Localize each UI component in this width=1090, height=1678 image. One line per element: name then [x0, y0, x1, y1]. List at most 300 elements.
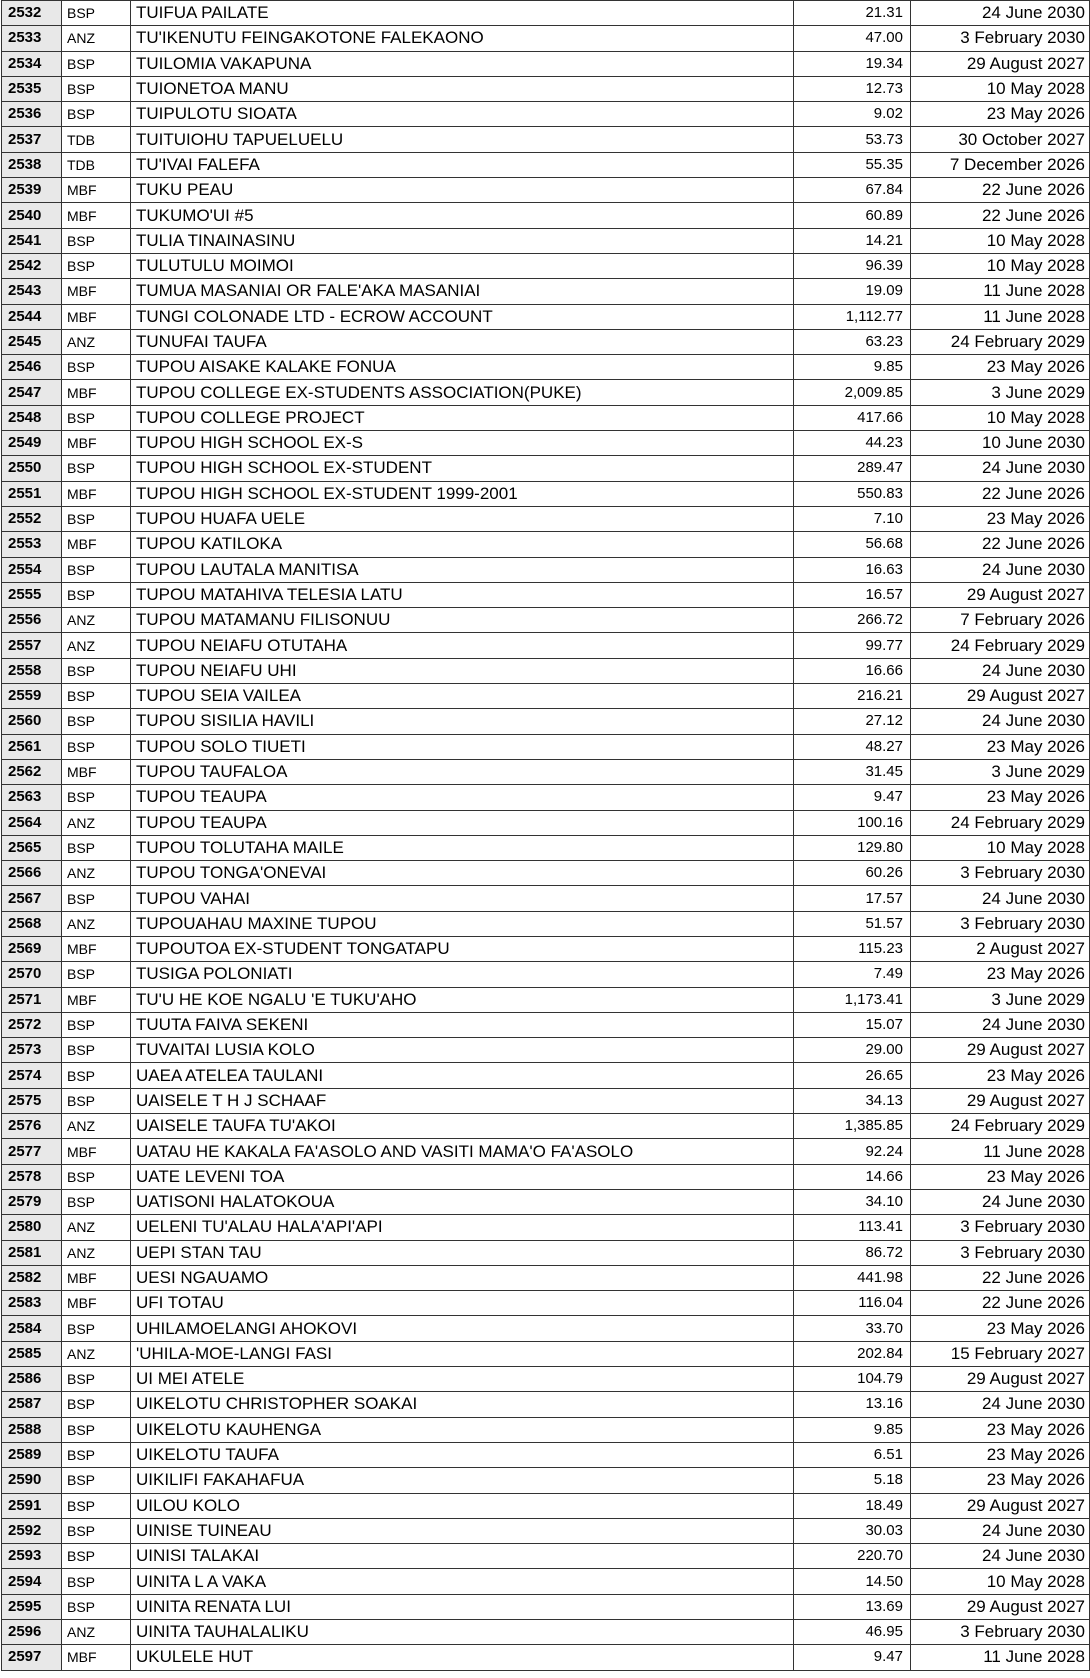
bank-cell[interactable]: BSP — [62, 228, 131, 253]
account-name-cell[interactable]: TULIA TINAINASINU — [131, 228, 794, 253]
bank-cell[interactable]: BSP — [62, 1468, 131, 1493]
row-number-cell[interactable]: 2538 — [2, 152, 62, 177]
amount-cell[interactable]: 16.66 — [794, 658, 911, 683]
amount-cell[interactable]: 19.34 — [794, 51, 911, 76]
amount-cell[interactable]: 14.66 — [794, 1164, 911, 1189]
amount-cell[interactable]: 116.04 — [794, 1291, 911, 1316]
account-name-cell[interactable]: UIKELOTU CHRISTOPHER SOAKAI — [131, 1392, 794, 1417]
account-name-cell[interactable]: UESI NGAUAMO — [131, 1265, 794, 1290]
account-name-cell[interactable]: TUPOUAHAU MAXINE TUPOU — [131, 911, 794, 936]
account-name-cell[interactable]: TUPOU MATAHIVA TELESIA LATU — [131, 582, 794, 607]
bank-cell[interactable]: MBF — [62, 178, 131, 203]
row-number-cell[interactable]: 2597 — [2, 1645, 62, 1670]
date-cell[interactable]: 22 June 2026 — [911, 532, 1090, 557]
date-cell[interactable]: 2 August 2027 — [911, 936, 1090, 961]
account-name-cell[interactable]: UFI TOTAU — [131, 1291, 794, 1316]
date-cell[interactable]: 10 May 2028 — [911, 76, 1090, 101]
date-cell[interactable]: 29 August 2027 — [911, 1594, 1090, 1619]
bank-cell[interactable]: BSP — [62, 1012, 131, 1037]
date-cell[interactable]: 23 May 2026 — [911, 1468, 1090, 1493]
account-name-cell[interactable]: TU'IKENUTU FEINGAKOTONE FALEKAONO — [131, 26, 794, 51]
amount-cell[interactable]: 56.68 — [794, 532, 911, 557]
bank-cell[interactable]: BSP — [62, 1442, 131, 1467]
amount-cell[interactable]: 1,173.41 — [794, 987, 911, 1012]
bank-cell[interactable]: BSP — [62, 1493, 131, 1518]
account-name-cell[interactable]: UATAU HE KAKALA FA'ASOLO AND VASITI MAMA'O FA'ASOLO — [131, 1139, 794, 1164]
row-number-cell[interactable]: 2562 — [2, 759, 62, 784]
bank-cell[interactable]: MBF — [62, 1265, 131, 1290]
bank-cell[interactable]: BSP — [62, 51, 131, 76]
row-number-cell[interactable]: 2590 — [2, 1468, 62, 1493]
date-cell[interactable]: 7 February 2026 — [911, 608, 1090, 633]
row-number-cell[interactable]: 2569 — [2, 936, 62, 961]
bank-cell[interactable]: ANZ — [62, 861, 131, 886]
row-number-cell[interactable]: 2559 — [2, 684, 62, 709]
amount-cell[interactable]: 16.57 — [794, 582, 911, 607]
date-cell[interactable]: 29 August 2027 — [911, 582, 1090, 607]
row-number-cell[interactable]: 2543 — [2, 279, 62, 304]
amount-cell[interactable]: 31.45 — [794, 759, 911, 784]
row-number-cell[interactable]: 2558 — [2, 658, 62, 683]
amount-cell[interactable]: 26.65 — [794, 1063, 911, 1088]
row-number-cell[interactable]: 2536 — [2, 102, 62, 127]
account-name-cell[interactable]: TUPOU SOLO TIUETI — [131, 734, 794, 759]
account-name-cell[interactable]: 'UHILA-MOE-LANGI FASI — [131, 1341, 794, 1366]
row-number-cell[interactable]: 2532 — [2, 1, 62, 26]
bank-cell[interactable]: BSP — [62, 1367, 131, 1392]
amount-cell[interactable]: 13.16 — [794, 1392, 911, 1417]
bank-cell[interactable]: TDB — [62, 127, 131, 152]
account-name-cell[interactable]: TUPOU NEIAFU OTUTAHA — [131, 633, 794, 658]
amount-cell[interactable]: 12.73 — [794, 76, 911, 101]
bank-cell[interactable]: BSP — [62, 1518, 131, 1543]
row-number-cell[interactable]: 2580 — [2, 1215, 62, 1240]
bank-cell[interactable]: BSP — [62, 1316, 131, 1341]
account-name-cell[interactable]: TUKUMO'UI #5 — [131, 203, 794, 228]
row-number-cell[interactable]: 2583 — [2, 1291, 62, 1316]
amount-cell[interactable]: 104.79 — [794, 1367, 911, 1392]
row-number-cell[interactable]: 2540 — [2, 203, 62, 228]
amount-cell[interactable]: 266.72 — [794, 608, 911, 633]
amount-cell[interactable]: 129.80 — [794, 835, 911, 860]
bank-cell[interactable]: BSP — [62, 506, 131, 531]
bank-cell[interactable]: MBF — [62, 1139, 131, 1164]
row-number-cell[interactable]: 2575 — [2, 1088, 62, 1113]
account-name-cell[interactable]: TUPOU HIGH SCHOOL EX-STUDENT 1999-2001 — [131, 481, 794, 506]
account-name-cell[interactable]: UINISE TUINEAU — [131, 1518, 794, 1543]
date-cell[interactable]: 3 February 2030 — [911, 26, 1090, 51]
row-number-cell[interactable]: 2579 — [2, 1189, 62, 1214]
row-number-cell[interactable]: 2588 — [2, 1417, 62, 1442]
row-number-cell[interactable]: 2564 — [2, 810, 62, 835]
bank-cell[interactable]: MBF — [62, 203, 131, 228]
row-number-cell[interactable]: 2582 — [2, 1265, 62, 1290]
amount-cell[interactable]: 115.23 — [794, 936, 911, 961]
amount-cell[interactable]: 30.03 — [794, 1518, 911, 1543]
account-name-cell[interactable]: TUPOU KATILOKA — [131, 532, 794, 557]
date-cell[interactable]: 3 February 2030 — [911, 911, 1090, 936]
row-number-cell[interactable]: 2552 — [2, 506, 62, 531]
amount-cell[interactable]: 441.98 — [794, 1265, 911, 1290]
bank-cell[interactable]: BSP — [62, 709, 131, 734]
date-cell[interactable]: 3 February 2030 — [911, 1620, 1090, 1645]
row-number-cell[interactable]: 2585 — [2, 1341, 62, 1366]
date-cell[interactable]: 15 February 2027 — [911, 1341, 1090, 1366]
bank-cell[interactable]: MBF — [62, 987, 131, 1012]
amount-cell[interactable]: 220.70 — [794, 1544, 911, 1569]
account-name-cell[interactable]: TUPOUTOA EX-STUDENT TONGATAPU — [131, 936, 794, 961]
row-number-cell[interactable]: 2539 — [2, 178, 62, 203]
bank-cell[interactable]: BSP — [62, 734, 131, 759]
date-cell[interactable]: 11 June 2028 — [911, 304, 1090, 329]
row-number-cell[interactable]: 2592 — [2, 1518, 62, 1543]
amount-cell[interactable]: 46.95 — [794, 1620, 911, 1645]
amount-cell[interactable]: 2,009.85 — [794, 380, 911, 405]
bank-cell[interactable]: ANZ — [62, 1114, 131, 1139]
account-name-cell[interactable]: UI MEI ATELE — [131, 1367, 794, 1392]
account-name-cell[interactable]: UAISELE T H J SCHAAF — [131, 1088, 794, 1113]
bank-cell[interactable]: MBF — [62, 1645, 131, 1670]
date-cell[interactable]: 23 May 2026 — [911, 1316, 1090, 1341]
account-name-cell[interactable]: TUPOU SISILIA HAVILI — [131, 709, 794, 734]
account-name-cell[interactable]: TUPOU TOLUTAHA MAILE — [131, 835, 794, 860]
row-number-cell[interactable]: 2571 — [2, 987, 62, 1012]
date-cell[interactable]: 3 February 2030 — [911, 1240, 1090, 1265]
date-cell[interactable]: 3 June 2029 — [911, 380, 1090, 405]
account-name-cell[interactable]: TUPOU TAUFALOA — [131, 759, 794, 784]
bank-cell[interactable]: BSP — [62, 456, 131, 481]
date-cell[interactable]: 24 February 2029 — [911, 1114, 1090, 1139]
bank-cell[interactable]: BSP — [62, 1, 131, 26]
row-number-cell[interactable]: 2574 — [2, 1063, 62, 1088]
amount-cell[interactable]: 17.57 — [794, 886, 911, 911]
date-cell[interactable]: 23 May 2026 — [911, 355, 1090, 380]
amount-cell[interactable]: 60.89 — [794, 203, 911, 228]
bank-cell[interactable]: ANZ — [62, 26, 131, 51]
amount-cell[interactable]: 48.27 — [794, 734, 911, 759]
amount-cell[interactable]: 113.41 — [794, 1215, 911, 1240]
account-name-cell[interactable]: TUUTA FAIVA SEKENI — [131, 1012, 794, 1037]
amount-cell[interactable]: 14.50 — [794, 1569, 911, 1594]
date-cell[interactable]: 29 August 2027 — [911, 1038, 1090, 1063]
bank-cell[interactable]: BSP — [62, 405, 131, 430]
amount-cell[interactable]: 33.70 — [794, 1316, 911, 1341]
row-number-cell[interactable]: 2593 — [2, 1544, 62, 1569]
row-number-cell[interactable]: 2576 — [2, 1114, 62, 1139]
date-cell[interactable]: 11 June 2028 — [911, 1645, 1090, 1670]
date-cell[interactable]: 24 June 2030 — [911, 658, 1090, 683]
row-number-cell[interactable]: 2535 — [2, 76, 62, 101]
bank-cell[interactable]: BSP — [62, 1088, 131, 1113]
account-name-cell[interactable]: UINISI TALAKAI — [131, 1544, 794, 1569]
amount-cell[interactable]: 14.21 — [794, 228, 911, 253]
date-cell[interactable]: 3 June 2029 — [911, 987, 1090, 1012]
account-name-cell[interactable]: UIKILIFI FAKAHAFUA — [131, 1468, 794, 1493]
amount-cell[interactable]: 53.73 — [794, 127, 911, 152]
bank-cell[interactable]: BSP — [62, 658, 131, 683]
date-cell[interactable]: 3 February 2030 — [911, 861, 1090, 886]
bank-cell[interactable]: BSP — [62, 785, 131, 810]
account-name-cell[interactable]: TUPOU HUAFA UELE — [131, 506, 794, 531]
row-number-cell[interactable]: 2573 — [2, 1038, 62, 1063]
account-name-cell[interactable]: TUPOU COLLEGE PROJECT — [131, 405, 794, 430]
date-cell[interactable]: 24 June 2030 — [911, 456, 1090, 481]
date-cell[interactable]: 22 June 2026 — [911, 178, 1090, 203]
row-number-cell[interactable]: 2566 — [2, 861, 62, 886]
bank-cell[interactable]: ANZ — [62, 1620, 131, 1645]
date-cell[interactable]: 22 June 2026 — [911, 1291, 1090, 1316]
bank-cell[interactable]: ANZ — [62, 608, 131, 633]
amount-cell[interactable]: 216.21 — [794, 684, 911, 709]
account-name-cell[interactable]: TUPOU TEAUPA — [131, 810, 794, 835]
account-name-cell[interactable]: TUPOU LAUTALA MANITISA — [131, 557, 794, 582]
date-cell[interactable]: 23 May 2026 — [911, 102, 1090, 127]
account-name-cell[interactable]: UKULELE HUT — [131, 1645, 794, 1670]
amount-cell[interactable]: 34.10 — [794, 1189, 911, 1214]
bank-cell[interactable]: MBF — [62, 279, 131, 304]
row-number-cell[interactable]: 2563 — [2, 785, 62, 810]
account-name-cell[interactable]: TUNGI COLONADE LTD - ECROW ACCOUNT — [131, 304, 794, 329]
amount-cell[interactable]: 1,385.85 — [794, 1114, 911, 1139]
bank-cell[interactable]: MBF — [62, 481, 131, 506]
bank-cell[interactable]: BSP — [62, 557, 131, 582]
row-number-cell[interactable]: 2550 — [2, 456, 62, 481]
account-name-cell[interactable]: TU'U HE KOE NGALU 'E TUKU'AHO — [131, 987, 794, 1012]
date-cell[interactable]: 10 May 2028 — [911, 405, 1090, 430]
date-cell[interactable]: 24 June 2030 — [911, 1189, 1090, 1214]
bank-cell[interactable]: MBF — [62, 936, 131, 961]
date-cell[interactable]: 24 June 2030 — [911, 1544, 1090, 1569]
account-name-cell[interactable]: UATISONI HALATOKOUA — [131, 1189, 794, 1214]
date-cell[interactable]: 24 June 2030 — [911, 1, 1090, 26]
account-name-cell[interactable]: TUMUA MASANIAI OR FALE'AKA MASANIAI — [131, 279, 794, 304]
amount-cell[interactable]: 9.02 — [794, 102, 911, 127]
account-name-cell[interactable]: TUPOU TONGA'ONEVAI — [131, 861, 794, 886]
date-cell[interactable]: 22 June 2026 — [911, 1265, 1090, 1290]
date-cell[interactable]: 23 May 2026 — [911, 962, 1090, 987]
bank-cell[interactable]: ANZ — [62, 1341, 131, 1366]
amount-cell[interactable]: 13.69 — [794, 1594, 911, 1619]
account-name-cell[interactable]: UHILAMOELANGI AHOKOVI — [131, 1316, 794, 1341]
row-number-cell[interactable]: 2547 — [2, 380, 62, 405]
date-cell[interactable]: 24 June 2030 — [911, 557, 1090, 582]
date-cell[interactable]: 11 June 2028 — [911, 1139, 1090, 1164]
row-number-cell[interactable]: 2570 — [2, 962, 62, 987]
bank-cell[interactable]: BSP — [62, 1164, 131, 1189]
account-name-cell[interactable]: TUIONETOA MANU — [131, 76, 794, 101]
account-name-cell[interactable]: UILOU KOLO — [131, 1493, 794, 1518]
row-number-cell[interactable]: 2572 — [2, 1012, 62, 1037]
bank-cell[interactable]: ANZ — [62, 1240, 131, 1265]
bank-cell[interactable]: TDB — [62, 152, 131, 177]
row-number-cell[interactable]: 2568 — [2, 911, 62, 936]
date-cell[interactable]: 23 May 2026 — [911, 734, 1090, 759]
date-cell[interactable]: 24 February 2029 — [911, 810, 1090, 835]
date-cell[interactable]: 23 May 2026 — [911, 1417, 1090, 1442]
amount-cell[interactable]: 7.49 — [794, 962, 911, 987]
amount-cell[interactable]: 63.23 — [794, 329, 911, 354]
date-cell[interactable]: 3 June 2029 — [911, 759, 1090, 784]
date-cell[interactable]: 29 August 2027 — [911, 1493, 1090, 1518]
bank-cell[interactable]: BSP — [62, 1189, 131, 1214]
account-name-cell[interactable]: TUKU PEAU — [131, 178, 794, 203]
account-name-cell[interactable]: UAEA ATELEA TAULANI — [131, 1063, 794, 1088]
row-number-cell[interactable]: 2581 — [2, 1240, 62, 1265]
amount-cell[interactable]: 16.63 — [794, 557, 911, 582]
date-cell[interactable]: 7 December 2026 — [911, 152, 1090, 177]
row-number-cell[interactable]: 2537 — [2, 127, 62, 152]
date-cell[interactable]: 24 February 2029 — [911, 633, 1090, 658]
row-number-cell[interactable]: 2596 — [2, 1620, 62, 1645]
account-name-cell[interactable]: TUILOMIA VAKAPUNA — [131, 51, 794, 76]
account-name-cell[interactable]: UINITA TAUHALALIKU — [131, 1620, 794, 1645]
date-cell[interactable]: 23 May 2026 — [911, 1164, 1090, 1189]
date-cell[interactable]: 24 June 2030 — [911, 709, 1090, 734]
account-name-cell[interactable]: UIKELOTU TAUFA — [131, 1442, 794, 1467]
date-cell[interactable]: 10 May 2028 — [911, 835, 1090, 860]
amount-cell[interactable]: 67.84 — [794, 178, 911, 203]
amount-cell[interactable]: 100.16 — [794, 810, 911, 835]
bank-cell[interactable]: BSP — [62, 684, 131, 709]
date-cell[interactable]: 24 June 2030 — [911, 1518, 1090, 1543]
date-cell[interactable]: 24 June 2030 — [911, 886, 1090, 911]
row-number-cell[interactable]: 2591 — [2, 1493, 62, 1518]
account-name-cell[interactable]: TUPOU SEIA VAILEA — [131, 684, 794, 709]
bank-cell[interactable]: BSP — [62, 886, 131, 911]
date-cell[interactable]: 24 June 2030 — [911, 1392, 1090, 1417]
account-name-cell[interactable]: TU'IVAI FALEFA — [131, 152, 794, 177]
amount-cell[interactable]: 9.47 — [794, 1645, 911, 1670]
date-cell[interactable]: 22 June 2026 — [911, 481, 1090, 506]
account-name-cell[interactable]: TUPOU HIGH SCHOOL EX-S — [131, 431, 794, 456]
row-number-cell[interactable]: 2553 — [2, 532, 62, 557]
account-name-cell[interactable]: TUPOU TEAUPA — [131, 785, 794, 810]
date-cell[interactable]: 23 May 2026 — [911, 785, 1090, 810]
account-name-cell[interactable]: TUIFUA PAILATE — [131, 1, 794, 26]
account-name-cell[interactable]: TUPOU MATAMANU FILISONUU — [131, 608, 794, 633]
amount-cell[interactable]: 86.72 — [794, 1240, 911, 1265]
account-name-cell[interactable]: UELENI TU'ALAU HALA'API'API — [131, 1215, 794, 1240]
bank-cell[interactable]: ANZ — [62, 1215, 131, 1240]
account-name-cell[interactable]: TUPOU AISAKE KALAKE FONUA — [131, 355, 794, 380]
amount-cell[interactable]: 417.66 — [794, 405, 911, 430]
amount-cell[interactable]: 9.85 — [794, 355, 911, 380]
amount-cell[interactable]: 44.23 — [794, 431, 911, 456]
date-cell[interactable]: 29 August 2027 — [911, 1367, 1090, 1392]
row-number-cell[interactable]: 2544 — [2, 304, 62, 329]
account-name-cell[interactable]: TUPOU VAHAI — [131, 886, 794, 911]
account-name-cell[interactable]: TUIPULOTU SIOATA — [131, 102, 794, 127]
row-number-cell[interactable]: 2554 — [2, 557, 62, 582]
row-number-cell[interactable]: 2556 — [2, 608, 62, 633]
amount-cell[interactable]: 47.00 — [794, 26, 911, 51]
date-cell[interactable]: 29 August 2027 — [911, 684, 1090, 709]
amount-cell[interactable]: 19.09 — [794, 279, 911, 304]
account-name-cell[interactable]: TUNUFAI TAUFA — [131, 329, 794, 354]
bank-cell[interactable]: BSP — [62, 1544, 131, 1569]
bank-cell[interactable]: MBF — [62, 304, 131, 329]
amount-cell[interactable]: 1,112.77 — [794, 304, 911, 329]
row-number-cell[interactable]: 2565 — [2, 835, 62, 860]
amount-cell[interactable]: 96.39 — [794, 253, 911, 278]
amount-cell[interactable]: 202.84 — [794, 1341, 911, 1366]
amount-cell[interactable]: 55.35 — [794, 152, 911, 177]
bank-cell[interactable]: BSP — [62, 102, 131, 127]
amount-cell[interactable]: 51.57 — [794, 911, 911, 936]
row-number-cell[interactable]: 2546 — [2, 355, 62, 380]
amount-cell[interactable]: 289.47 — [794, 456, 911, 481]
date-cell[interactable]: 22 June 2026 — [911, 203, 1090, 228]
amount-cell[interactable]: 9.47 — [794, 785, 911, 810]
date-cell[interactable]: 10 May 2028 — [911, 253, 1090, 278]
row-number-cell[interactable]: 2545 — [2, 329, 62, 354]
amount-cell[interactable]: 92.24 — [794, 1139, 911, 1164]
date-cell[interactable]: 10 June 2030 — [911, 431, 1090, 456]
account-name-cell[interactable]: TUSIGA POLONIATI — [131, 962, 794, 987]
bank-cell[interactable]: ANZ — [62, 633, 131, 658]
row-number-cell[interactable]: 2567 — [2, 886, 62, 911]
amount-cell[interactable]: 15.07 — [794, 1012, 911, 1037]
amount-cell[interactable]: 34.13 — [794, 1088, 911, 1113]
bank-cell[interactable]: MBF — [62, 380, 131, 405]
row-number-cell[interactable]: 2534 — [2, 51, 62, 76]
account-name-cell[interactable]: TUPOU COLLEGE EX-STUDENTS ASSOCIATION(PUKE) — [131, 380, 794, 405]
bank-cell[interactable]: ANZ — [62, 329, 131, 354]
bank-cell[interactable]: BSP — [62, 1594, 131, 1619]
row-number-cell[interactable]: 2586 — [2, 1367, 62, 1392]
amount-cell[interactable]: 18.49 — [794, 1493, 911, 1518]
date-cell[interactable]: 3 February 2030 — [911, 1215, 1090, 1240]
row-number-cell[interactable]: 2594 — [2, 1569, 62, 1594]
amount-cell[interactable]: 60.26 — [794, 861, 911, 886]
bank-cell[interactable]: BSP — [62, 835, 131, 860]
bank-cell[interactable]: BSP — [62, 1392, 131, 1417]
row-number-cell[interactable]: 2589 — [2, 1442, 62, 1467]
account-name-cell[interactable]: UIKELOTU KAUHENGA — [131, 1417, 794, 1442]
date-cell[interactable]: 11 June 2028 — [911, 279, 1090, 304]
bank-cell[interactable]: BSP — [62, 1417, 131, 1442]
bank-cell[interactable]: BSP — [62, 1038, 131, 1063]
row-number-cell[interactable]: 2542 — [2, 253, 62, 278]
row-number-cell[interactable]: 2555 — [2, 582, 62, 607]
bank-cell[interactable]: MBF — [62, 532, 131, 557]
date-cell[interactable]: 24 February 2029 — [911, 329, 1090, 354]
account-name-cell[interactable]: TUITUIOHU TAPUELUELU — [131, 127, 794, 152]
account-name-cell[interactable]: TUVAITAI LUSIA KOLO — [131, 1038, 794, 1063]
date-cell[interactable]: 10 May 2028 — [911, 1569, 1090, 1594]
bank-cell[interactable]: BSP — [62, 582, 131, 607]
bank-cell[interactable]: MBF — [62, 1291, 131, 1316]
amount-cell[interactable]: 99.77 — [794, 633, 911, 658]
row-number-cell[interactable]: 2541 — [2, 228, 62, 253]
row-number-cell[interactable]: 2557 — [2, 633, 62, 658]
row-number-cell[interactable]: 2595 — [2, 1594, 62, 1619]
bank-cell[interactable]: MBF — [62, 759, 131, 784]
account-name-cell[interactable]: UAISELE TAUFA TU'AKOI — [131, 1114, 794, 1139]
account-name-cell[interactable]: TUPOU HIGH SCHOOL EX-STUDENT — [131, 456, 794, 481]
date-cell[interactable]: 30 October 2027 — [911, 127, 1090, 152]
account-name-cell[interactable]: UATE LEVENI TOA — [131, 1164, 794, 1189]
amount-cell[interactable]: 5.18 — [794, 1468, 911, 1493]
account-name-cell[interactable]: TUPOU NEIAFU UHI — [131, 658, 794, 683]
amount-cell[interactable]: 6.51 — [794, 1442, 911, 1467]
account-name-cell[interactable]: TULUTULU MOIMOI — [131, 253, 794, 278]
bank-cell[interactable]: BSP — [62, 76, 131, 101]
date-cell[interactable]: 23 May 2026 — [911, 1442, 1090, 1467]
row-number-cell[interactable]: 2560 — [2, 709, 62, 734]
amount-cell[interactable]: 29.00 — [794, 1038, 911, 1063]
bank-cell[interactable]: ANZ — [62, 911, 131, 936]
